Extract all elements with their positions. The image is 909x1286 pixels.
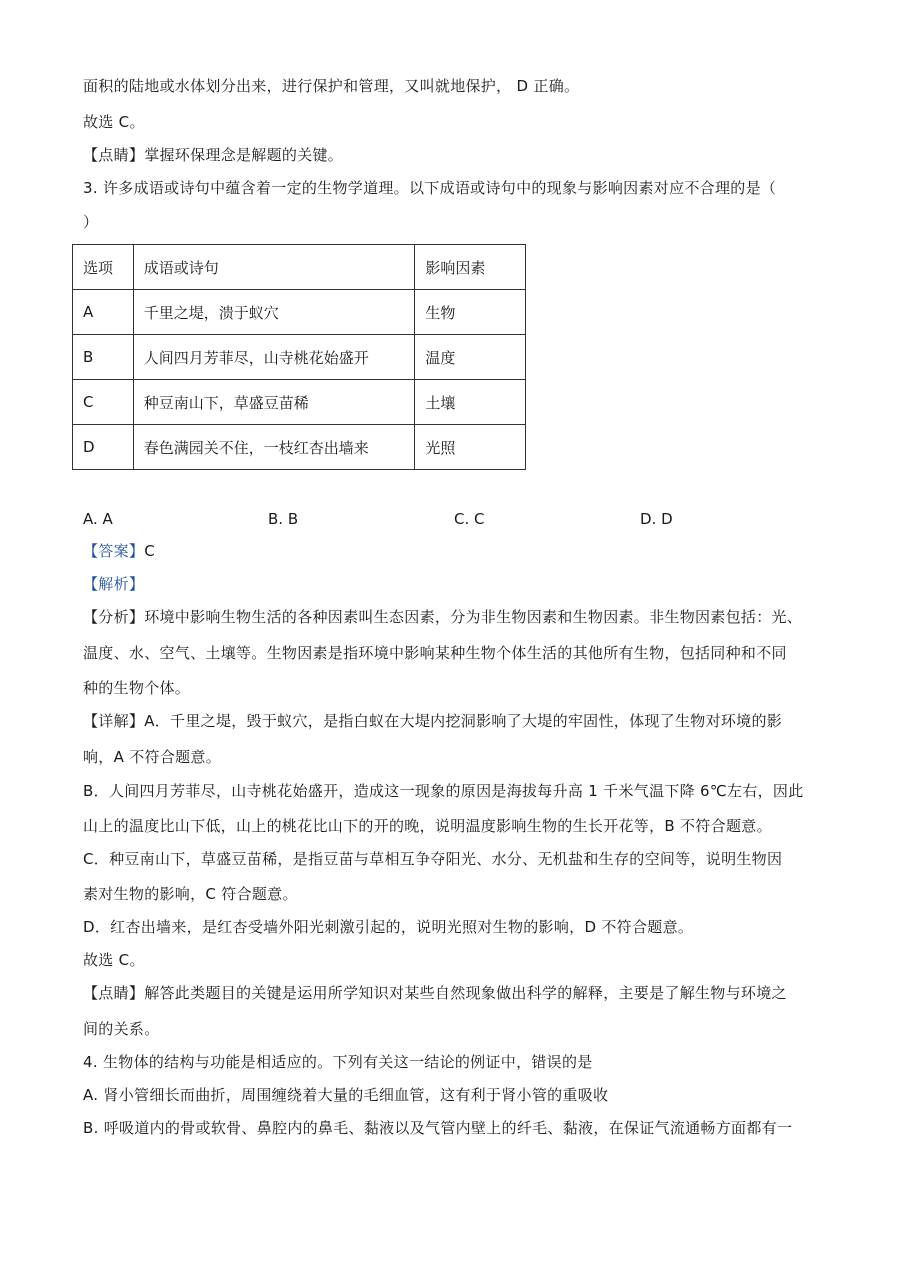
question-4-stem: 4. 生物体的结构与功能是相适应的。下列有关这一结论的例证中，错误的是 (83, 1053, 593, 1071)
text-line: 【点睛】解答此类题目的关键是运用所学知识对某些自然现象做出科学的解释，主要是了解生物与环境之 (83, 984, 787, 1002)
text-line: B．人间四月芳菲尽，山寺桃花始盛开，造成这一现象的原因是海拔每升高 1 千米气温下降 6℃左右，因此 (83, 782, 804, 800)
table-row (73, 335, 526, 380)
analysis-label: 【解析】 (83, 575, 145, 593)
text-line: 种的生物个体。 (83, 679, 191, 697)
text-line: C．种豆南山下，草盛豆苗稀，是指豆苗与草相互争夺阳光、水分、无机盐和生存的空间等，说明生物因 (83, 850, 783, 868)
table-row (73, 380, 526, 425)
table-cell: 生物 (415, 290, 526, 335)
table-header-row (73, 245, 526, 290)
text-line: 故选 C。 (83, 951, 145, 969)
option-c: C. C (454, 510, 485, 528)
text-line: 【点睛】掌握环保理念是解题的关键。 (83, 146, 344, 164)
text-line: D．红杏出墙来，是红杏受墙外阳光刺激引起的，说明光照对生物的影响，D 不符合题意。 (83, 918, 694, 936)
text-line: 间的关系。 (83, 1020, 160, 1038)
option-a: A. A (83, 510, 113, 528)
table-row (73, 290, 526, 335)
table-cell: 种豆南山下，草盛豆苗稀 (133, 380, 415, 425)
table-cell: 人间四月芳菲尽，山寺桃花始盛开 (133, 335, 415, 380)
table-cell: D (73, 425, 134, 470)
text-line: 温度、水、空气、土壤等。生物因素是指环境中影响某种生物个体生活的其他所有生物，包括同种和不同 (83, 644, 787, 662)
text-line: 素对生物的影响，C 符合题意。 (83, 885, 298, 903)
text-line: 故选 C。 (83, 113, 145, 131)
question-3-stem: 3. 许多成语或诗句中蕴含着一定的生物学道理。以下成语或诗句中的现象与影响因素对应不合理的是（ (83, 179, 777, 197)
question-4-option-b: B. 呼吸道内的骨或软骨、鼻腔内的鼻毛、黏液以及气管内壁上的纤毛、黏液，在保证气流通畅方面都有一 (83, 1119, 793, 1137)
table-cell: 春色满园关不住，一枝红杏出墙来 (133, 425, 415, 470)
table-cell: 光照 (415, 425, 526, 470)
answer-line (83, 540, 155, 562)
text-line: 山上的温度比山下低，山上的桃花比山下的开的晚，说明温度影响生物的生长开花等，B 不符合题意。 (83, 817, 772, 835)
table-cell: C (73, 380, 134, 425)
table-cell: B (73, 335, 134, 380)
text-line: ） (83, 213, 99, 231)
table-cell: 温度 (415, 335, 526, 380)
table-row (73, 425, 526, 470)
text-line: 面积的陆地或水体划分出来，进行保护和管理，又叫就地保护， D 正确。 (83, 77, 580, 95)
table-cell: 千里之堤，溃于蚁穴 (133, 290, 415, 335)
table-cell: A (73, 290, 134, 335)
text-line: 响，A 不符合题意。 (83, 748, 222, 766)
question-4-option-a: A. 肾小管细长而曲折，周围缠绕着大量的毛细血管，这有利于肾小管的重吸收 (83, 1086, 609, 1104)
table-header-cell: 影响因素 (415, 245, 526, 290)
answer-value: C (144, 542, 155, 560)
answer-label: 【答案】 (83, 542, 145, 560)
table-header-cell: 选项 (73, 245, 134, 290)
option-d: D. D (640, 510, 673, 528)
text-line: 【分析】环境中影响生物生活的各种因素叫生态因素，分为非生物因素和生物因素。非生物因素包括：光、 (83, 608, 803, 626)
option-b: B. B (268, 510, 299, 528)
text-line: 【详解】A．千里之堤，毁于蚁穴，是指白蚁在大堤内挖洞影响了大堤的牢固性，体现了生物对环境的影 (83, 712, 783, 730)
table-header-cell: 成语或诗句 (133, 245, 415, 290)
table-cell: 土壤 (415, 380, 526, 425)
question-3-table (72, 244, 526, 470)
